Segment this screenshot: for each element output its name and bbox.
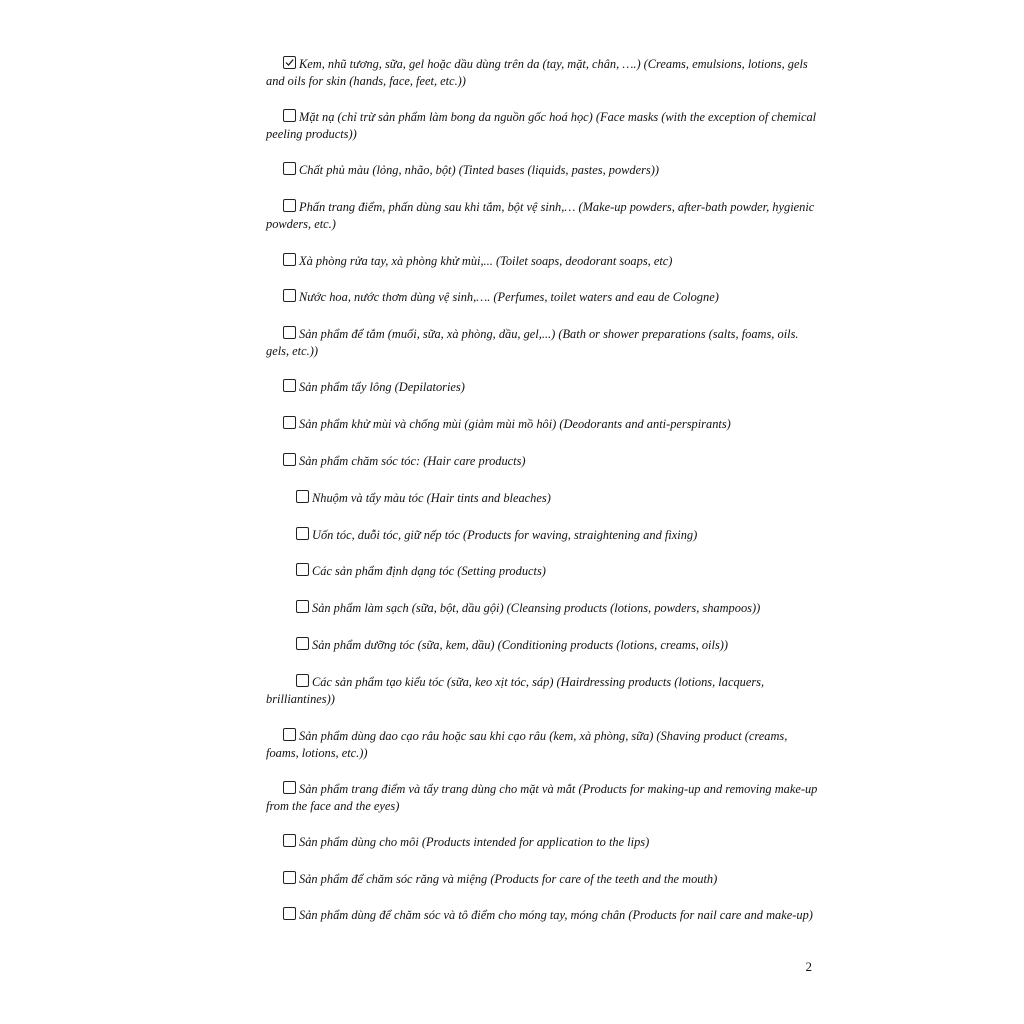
- checkbox-item-toilet-soaps: [266, 253, 822, 270]
- checkbox-item-hairdressing: [266, 674, 822, 708]
- item-label: Kem, nhũ tương, sữa, gel hoặc dầu dùng trên da (tay, mặt, chân, ….) (Creams, emulsions, lotions, gels and oils for skin (hands, face, feet, etc.)): [266, 57, 808, 88]
- checkbox-item-make-up-powders: [266, 199, 822, 233]
- checkbox[interactable]: [296, 637, 309, 650]
- checkbox[interactable]: [296, 527, 309, 540]
- checkbox[interactable]: [283, 781, 296, 794]
- checkbox[interactable]: [296, 674, 309, 687]
- checkbox[interactable]: [283, 907, 296, 920]
- checkbox-item-depilatories: [266, 379, 822, 396]
- checkbox-item-shaving: [266, 728, 822, 762]
- checkbox-item-bath-preparations: [266, 326, 822, 360]
- checkbox[interactable]: [283, 728, 296, 741]
- item-label: Phấn trang điểm, phấn dùng sau khi tắm, bột vệ sinh,… (Make-up powders, after-bath powder, hygienic powders, etc.): [266, 200, 815, 231]
- item-label: Sản phẩm dưỡng tóc (sữa, kem, dầu) (Conditioning products (lotions, creams, oils)): [312, 638, 729, 652]
- checkbox-item-hair-conditioning: [266, 637, 822, 654]
- item-label: Nhuộm và tẩy màu tóc (Hair tints and bleaches): [312, 491, 551, 505]
- checkbox-item-lip-products: [266, 834, 822, 851]
- checkbox[interactable]: [296, 563, 309, 576]
- item-label: Sản phẩm tẩy lông (Depilatories): [299, 380, 465, 394]
- checkbox-item-teeth-mouth: [266, 871, 822, 888]
- checkbox-item-hair-setting: [266, 563, 822, 580]
- checkbox[interactable]: [283, 453, 296, 466]
- checkbox-item-tinted-bases: [266, 162, 822, 179]
- checkbox[interactable]: [283, 326, 296, 339]
- checkbox-item-skin-creams: [266, 56, 822, 90]
- item-label: Sản phẩm để tắm (muối, sữa, xà phòng, dầu, gel,...) (Bath or shower preparations (salts, foams, oils. gels, etc.)): [266, 327, 799, 358]
- item-label: Sản phẩm khử mùi và chống mùi (giảm mùi mồ hôi) (Deodorants and anti-perspirants): [299, 417, 731, 431]
- item-label: Nước hoa, nước thơm dùng vệ sinh,…. (Perfumes, toilet waters and eau de Cologne): [299, 290, 719, 304]
- checkbox-item-hair-tints: [266, 490, 822, 507]
- checkbox[interactable]: [296, 600, 309, 613]
- checkbox-item-hair-waving: [266, 527, 822, 544]
- checkbox[interactable]: [283, 379, 296, 392]
- page-number: 2: [805, 959, 812, 974]
- checkbox[interactable]: [283, 199, 296, 212]
- checkbox-item-nail-care: [266, 907, 822, 924]
- checkbox-item-hair-cleansing: [266, 600, 822, 617]
- item-label: Sản phẩm làm sạch (sữa, bột, dầu gội) (Cleansing products (lotions, powders, shampoos)): [312, 601, 761, 615]
- item-label: Sản phẩm trang điểm và tẩy trang dùng cho mặt và mắt (Products for making-up and removing make-up from the face and the eyes): [266, 782, 818, 813]
- checkbox-item-perfumes: [266, 289, 822, 306]
- checkbox[interactable]: [283, 871, 296, 884]
- checkbox-item-make-up-removing: [266, 781, 822, 815]
- item-label: Sản phẩm chăm sóc tóc: (Hair care products): [299, 454, 526, 468]
- item-label: Uốn tóc, duỗi tóc, giữ nếp tóc (Products for waving, straightening and fixing): [312, 528, 698, 542]
- checkbox-item-face-masks: [266, 109, 822, 143]
- item-label: Sản phẩm dùng cho môi (Products intended for application to the lips): [299, 835, 650, 849]
- item-label: Các sản phẩm định dạng tóc (Setting products): [312, 564, 546, 578]
- item-label: Mặt nạ (chỉ trừ sản phẩm làm bong da nguồn gốc hoá học) (Face masks (with the exception of chemical peeling products)): [266, 110, 817, 141]
- item-label: Sản phẩm để chăm sóc răng và miệng (Products for care of the teeth and the mouth): [299, 872, 718, 886]
- item-label: Xà phòng rửa tay, xà phòng khử mùi,... (Toilet soaps, deodorant soaps, etc): [299, 254, 673, 268]
- checkbox[interactable]: [283, 162, 296, 175]
- item-label: Chất phủ màu (lỏng, nhão, bột) (Tinted bases (liquids, pastes, powders)): [299, 163, 660, 177]
- item-label: Các sản phẩm tạo kiểu tóc (sữa, keo xịt tóc, sáp) (Hairdressing products (lotions, lacquers, brilliantines)): [266, 675, 765, 706]
- checkbox[interactable]: [283, 56, 296, 69]
- checkbox[interactable]: [296, 490, 309, 503]
- checkbox[interactable]: [283, 289, 296, 302]
- check-mark-icon: [284, 57, 295, 68]
- checkbox-item-deodorants: [266, 416, 822, 433]
- checkbox[interactable]: [283, 109, 296, 122]
- checkbox-item-hair-care: [266, 453, 822, 470]
- checkbox[interactable]: [283, 416, 296, 429]
- checkbox[interactable]: [283, 253, 296, 266]
- item-label: Sản phẩm dùng dao cạo râu hoặc sau khi cạo râu (kem, xà phòng, sữa) (Shaving product (creams, foams, lotions, etc.)): [266, 729, 788, 760]
- checkbox[interactable]: [283, 834, 296, 847]
- item-label: Sản phẩm dùng để chăm sóc và tô điểm cho móng tay, móng chân (Products for nail care and make-up): [299, 908, 813, 922]
